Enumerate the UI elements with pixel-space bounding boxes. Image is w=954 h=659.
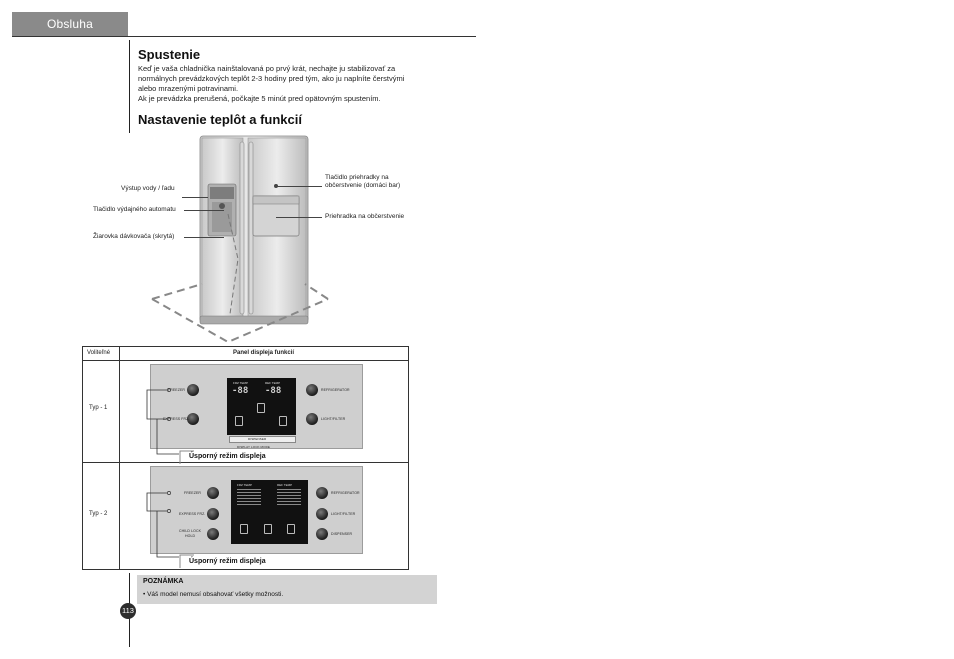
water-icon — [264, 524, 272, 534]
startup-paragraph — [138, 64, 438, 104]
col-header-optional: Voliteľné — [87, 350, 111, 356]
section-tab-label: Obsluha — [46, 17, 94, 31]
startup-line-1: Keď je vaša chladnička nainštalovaná po prvý krát, nechajte ju stabilizovať za — [138, 64, 396, 73]
ref-level-bars — [277, 489, 301, 507]
refrigerator-button[interactable] — [316, 487, 328, 499]
express-frz-label: EXPRESS FRZ. — [163, 417, 190, 421]
label-homebar: Priehradka na občerstvenie — [325, 213, 405, 220]
child-lock-label: CHILD LOCK — [179, 529, 202, 533]
frz-temp-label: FRZ TEMP — [237, 483, 252, 487]
dispenser-button[interactable] — [316, 528, 328, 540]
note-title: POZNÁMKA — [143, 578, 184, 585]
ice-icon — [235, 416, 243, 426]
row-label-type1: Typ - 1 — [89, 405, 108, 411]
leader-line — [182, 197, 208, 198]
label-water-ice-outlet: Výstup vody / ľadu — [121, 185, 175, 192]
startup-line-4: Ak je prevádzka prerušená, počkajte 5 minút pred opätovným spustením. — [138, 94, 381, 103]
refrigerator-button[interactable] — [306, 384, 318, 396]
lamp-icon — [279, 416, 287, 426]
ice-icon — [240, 524, 248, 534]
frz-temp-label: FRZ TEMP — [233, 381, 248, 385]
express-frz-button[interactable] — [207, 508, 219, 520]
light-filter-button[interactable] — [306, 413, 318, 425]
water-icon — [257, 403, 265, 413]
freezer-button[interactable] — [187, 384, 199, 396]
startup-title: Spustenie — [138, 47, 201, 62]
child-lock-hold-label: HOLD — [185, 534, 196, 538]
frz-temp-digits: -88 — [232, 386, 249, 396]
label-homebar-button — [325, 174, 400, 190]
freezer-label: FREEZER — [184, 491, 202, 495]
freezer-label: FREEZER — [168, 388, 186, 392]
note-box — [137, 575, 437, 604]
header-rule — [12, 36, 476, 37]
leader-line — [276, 186, 322, 187]
ref-temp-label: REF TEMP — [277, 483, 293, 487]
margin-rule-top — [129, 40, 130, 133]
child-lock-button[interactable] — [207, 528, 219, 540]
note-text: • Váš model nemusí obsahovať všetky možnosti. — [143, 591, 284, 598]
display-lock-label: DISPLAY LOCK MODE — [237, 445, 270, 449]
display-screen-type1 — [227, 378, 296, 435]
dispenser-mode-label: DISPENSER — [248, 437, 267, 441]
refrigerator-label: REFRIGERATOR — [321, 388, 350, 392]
label-homebar-button-line2: občerstvenie (domáci bar) — [325, 182, 401, 189]
light-filter-label: LIGHT/FILTER — [321, 417, 346, 421]
col-header-panel: Panel displeja funkcií — [232, 350, 295, 356]
ref-temp-digits: -88 — [265, 386, 282, 396]
startup-line-3: alebo mrazenými potravinami. — [138, 84, 239, 93]
label-dispenser-button: Tlačidlo výdajného automatu — [93, 206, 176, 213]
section-tab — [12, 12, 128, 36]
startup-line-2: normálnych prevádzkových teplôt 2-3 hodiny pred tým, ako ju naplníte čerstvými — [138, 74, 405, 83]
dispenser-mode-button[interactable] — [229, 436, 296, 443]
leader-line — [276, 217, 322, 218]
type2-bracket — [143, 489, 183, 563]
refrigerator-label: REFRIGERATOR — [331, 491, 360, 495]
label-homebar-button-line1: Tlačidlo priehradky na — [325, 174, 389, 181]
display-saving-caption-2: Úsporný režim displeja — [189, 558, 266, 565]
display-screen-type2 — [231, 480, 308, 544]
table-rule — [83, 462, 408, 463]
frz-level-bars — [237, 489, 261, 507]
type1-bracket — [143, 386, 186, 460]
freezer-button[interactable] — [207, 487, 219, 499]
display-saving-caption-1: Úsporný režim displeja — [189, 453, 266, 460]
row-label-type2: Typ - 2 — [89, 511, 108, 517]
page-number: 113 — [120, 603, 136, 619]
light-filter-button[interactable] — [316, 508, 328, 520]
table-rule — [119, 347, 120, 569]
table-rule — [83, 360, 408, 361]
leader-line — [184, 237, 224, 238]
label-dispenser-lamp: Žiarovka dávkovača (skrytá) — [93, 233, 175, 240]
light-filter-label: LIGHT/FILTER — [331, 512, 356, 516]
dispenser-label: DISPENSER — [331, 532, 353, 536]
leader-line — [184, 210, 224, 211]
lamp-icon — [287, 524, 295, 534]
express-frz-label: EXPRESS FRZ. — [179, 512, 206, 516]
ref-temp-label: REF TEMP — [265, 381, 281, 385]
settings-title: Nastavenie teplôt a funkcií — [138, 112, 302, 127]
